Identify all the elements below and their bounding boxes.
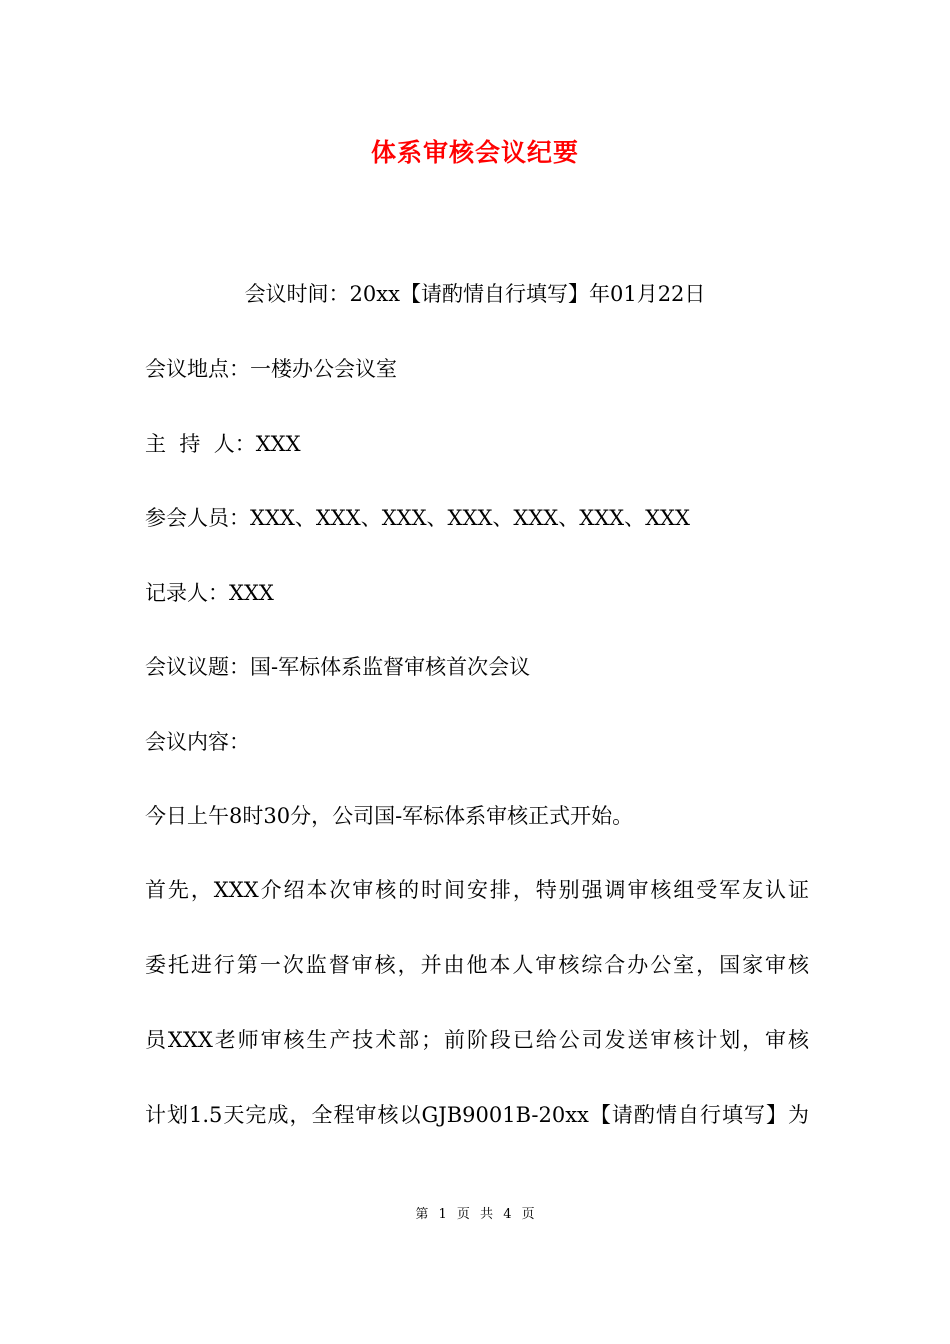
meeting-host: 主 持 人：XXX (145, 432, 301, 456)
meeting-time: 会议时间：20xx【请酌情自行填写】年01月22日 (244, 282, 706, 306)
content-paragraph-2 (145, 853, 809, 1153)
page-number-footer: 第 1 页 共 4 页 (415, 1207, 535, 1222)
meeting-place: 会议地点：一楼办公会议室 (145, 357, 397, 381)
meeting-topic: 会议议题：国-军标体系监督审核首次会议 (145, 655, 531, 679)
paragraph-line: 委托进行第一次监督审核，并由他本人审核综合办公室，国家审核 (145, 953, 809, 977)
document-title: 体系审核会议纪要 (370, 138, 579, 167)
content-paragraph-1: 今日上午8时30分，公司国-军标体系审核正式开始。 (145, 804, 634, 828)
meeting-content-label: 会议内容： (145, 730, 250, 754)
meeting-attendees: 参会人员：XXX、XXX、XXX、XXX、XXX、XXX、XXX (145, 506, 690, 530)
paragraph-line: 计划1.5天完成，全程审核以GJB9001B-20xx【请酌情自行填写】为 (145, 1103, 809, 1127)
paragraph-line: 首先，XXX介绍本次审核的时间安排，特别强调审核组受军友认证 (145, 878, 809, 902)
paragraph-line: 员XXX老师审核生产技术部；前阶段已给公司发送审核计划，审核 (145, 1028, 809, 1052)
meeting-recorder: 记录人：XXX (145, 581, 274, 605)
